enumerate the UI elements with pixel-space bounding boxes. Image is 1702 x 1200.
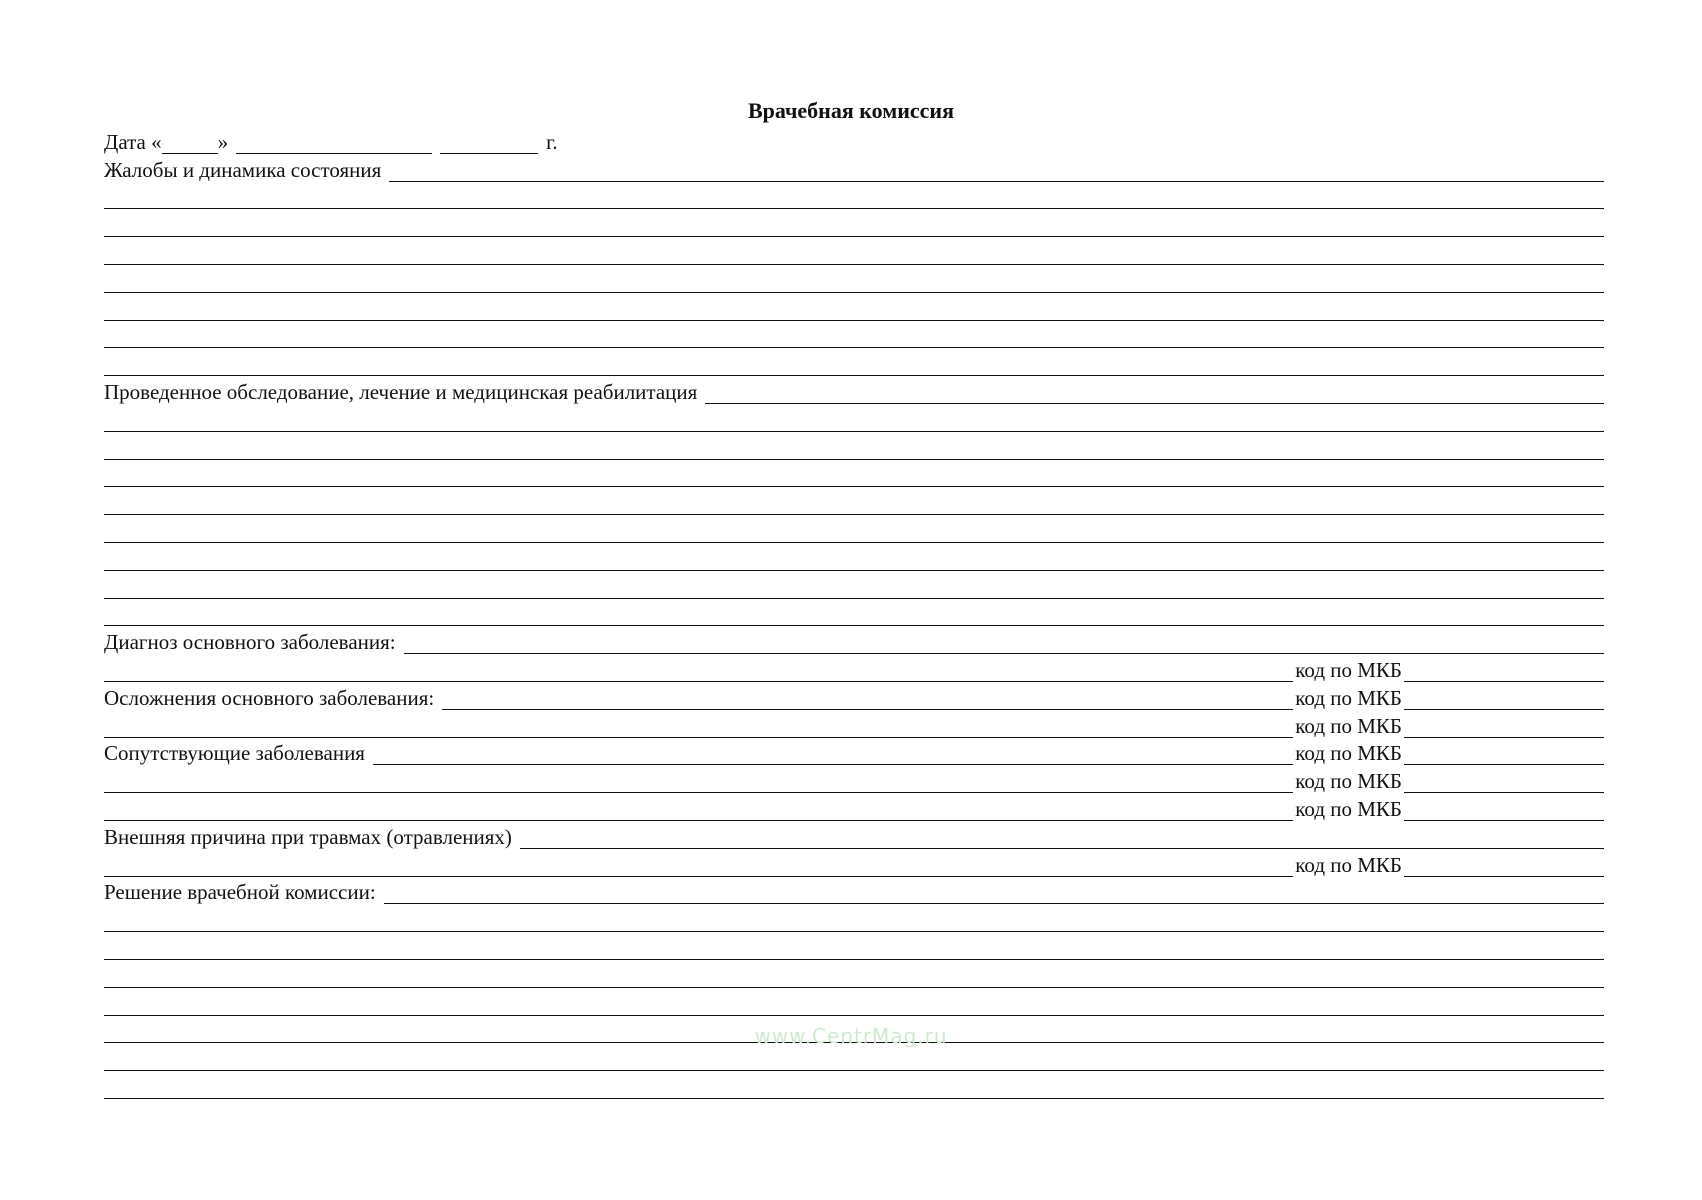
external-cause-mkb-row — [104, 853, 1604, 881]
date-row — [104, 130, 1604, 158]
main-diagnosis-label: Диагноз основного заболевания: — [104, 630, 396, 655]
complications-field[interactable] — [442, 708, 1293, 710]
concomitant-label: Сопутствующие заболевания — [104, 741, 365, 766]
mkb-code-field[interactable] — [1404, 791, 1604, 793]
examination-label: Проведенное обследование, лечение и медицинская реабилитация — [104, 379, 698, 404]
mkb-label: код по МКБ — [1295, 713, 1402, 738]
page-title: Врачебная комиссия — [747, 98, 954, 123]
examination-line[interactable] — [104, 597, 1604, 599]
mkb-code-field[interactable] — [1404, 736, 1604, 738]
examination-field[interactable] — [705, 402, 1604, 404]
examination-line[interactable] — [104, 458, 1604, 460]
mkb-code-field[interactable] — [1404, 875, 1604, 877]
complaints-line[interactable] — [104, 346, 1604, 348]
examination-line[interactable] — [104, 485, 1604, 487]
date-month-field[interactable] — [236, 152, 432, 154]
external-cause-field[interactable] — [520, 847, 1604, 849]
complaints-row — [104, 158, 1604, 186]
mkb-code-field[interactable] — [1404, 680, 1604, 682]
examination-line[interactable] — [104, 513, 1604, 515]
watermark: www.CentrMag.ru — [754, 1024, 948, 1048]
decision-row — [104, 881, 1604, 909]
mkb-code-field[interactable] — [1404, 819, 1604, 821]
main-diagnosis-field[interactable] — [404, 652, 1604, 654]
concomitant-mkb-row — [104, 769, 1604, 797]
mkb-label: код по МКБ — [1295, 852, 1402, 877]
decision-field[interactable] — [384, 902, 1604, 904]
decision-line[interactable] — [104, 1097, 1604, 1099]
mkb-label: код по МКБ — [1295, 657, 1402, 682]
complications-row — [104, 686, 1604, 714]
complaints-label: Жалобы и динамика состояния — [104, 157, 382, 182]
complaints-line[interactable] — [104, 374, 1604, 376]
external-cause-label: Внешняя причина при травмах (отравлениях) — [104, 824, 512, 849]
concomitant-field[interactable] — [373, 763, 1293, 765]
examination-row — [104, 380, 1604, 408]
external-cause-line[interactable] — [104, 875, 1293, 877]
examination-line[interactable] — [104, 569, 1604, 571]
decision-label: Решение врачебной комиссии: — [104, 880, 376, 905]
commission-form — [104, 130, 1604, 1103]
mkb-code-field[interactable] — [1404, 763, 1604, 765]
examination-line[interactable] — [104, 541, 1604, 543]
concomitant-line[interactable] — [104, 819, 1293, 821]
complaints-field[interactable] — [389, 180, 1604, 182]
concomitant-mkb-row — [104, 797, 1604, 825]
mkb-label: код по МКБ — [1295, 769, 1402, 794]
complications-line[interactable] — [104, 736, 1293, 738]
main-diagnosis-mkb-row — [104, 658, 1604, 686]
examination-line[interactable] — [104, 430, 1604, 432]
complaints-line[interactable] — [104, 235, 1604, 237]
date-year-suffix: г. — [546, 129, 558, 154]
complaints-line[interactable] — [104, 319, 1604, 321]
complaints-line[interactable] — [104, 207, 1604, 209]
complications-label: Осложнения основного заболевания: — [104, 685, 435, 710]
complaints-line[interactable] — [104, 291, 1604, 293]
examination-line[interactable] — [104, 624, 1604, 626]
decision-line[interactable] — [104, 930, 1604, 932]
decision-line[interactable] — [104, 1014, 1604, 1016]
date-year-field[interactable] — [440, 152, 538, 154]
mkb-label: код по МКБ — [1295, 741, 1402, 766]
complications-mkb-row — [104, 714, 1604, 742]
decision-line[interactable] — [104, 1069, 1604, 1071]
date-close-quote: » — [217, 129, 229, 154]
decision-line[interactable] — [104, 986, 1604, 988]
complaints-line[interactable] — [104, 263, 1604, 265]
decision-line[interactable] — [104, 958, 1604, 960]
date-day-field[interactable] — [162, 152, 218, 154]
external-cause-row — [104, 825, 1604, 853]
date-label: Дата « — [104, 129, 162, 154]
mkb-label: код по МКБ — [1295, 685, 1402, 710]
mkb-code-field[interactable] — [1404, 708, 1604, 710]
main-diagnosis-line[interactable] — [104, 680, 1293, 682]
main-diagnosis-row — [104, 630, 1604, 658]
mkb-label: код по МКБ — [1295, 796, 1402, 821]
concomitant-line[interactable] — [104, 791, 1293, 793]
concomitant-row — [104, 742, 1604, 770]
